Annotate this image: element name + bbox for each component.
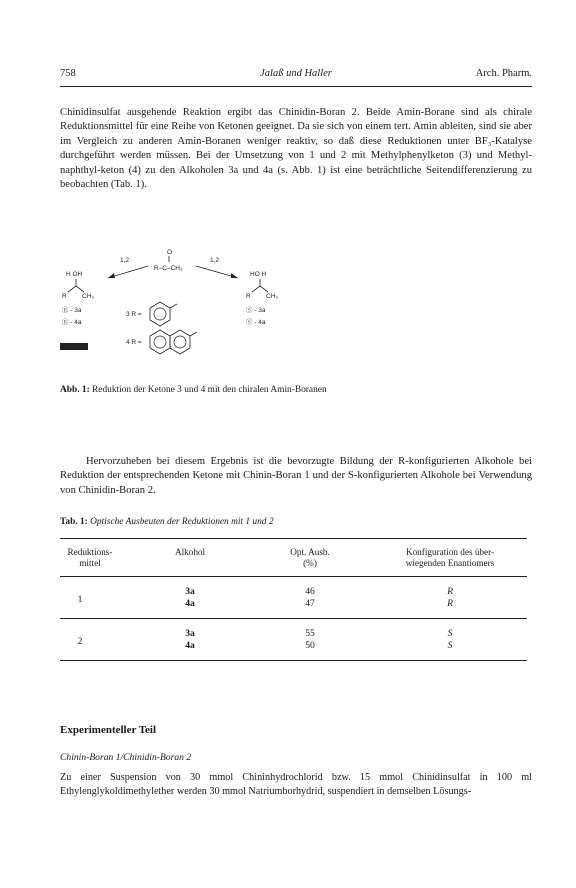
left-label-4a: Ⓡ - 4a (62, 319, 82, 326)
th-config-line2: wiegenden Enantiomers (405, 558, 495, 568)
th-yield-line1: Opt. Ausb. (290, 547, 330, 557)
phenyl-aromatic-circle (154, 308, 166, 320)
r3-label: 3 R = (126, 311, 142, 318)
th-config-line1: Konfiguration des über- (405, 547, 495, 557)
table-header-rule (60, 576, 527, 577)
subsection-heading: Chinin-Boran 1/Chinidin-Boran 2 (60, 752, 192, 763)
td-config-2a: S (447, 628, 453, 639)
paragraph-result: Hervorzuheben bei diesem Ergebnis ist die bevorzugte Bildung der R-konfigurierten Alkohole bei Reduktion der entsprechenden Ketone mit Chinin-Boran 1 und der S-konfigurierten Alkohole bei Verwendung von Chinidin-Boran 2. (60, 456, 532, 496)
td-agent-2: 2 (77, 636, 83, 647)
figure-caption-label: Abb. 1: (60, 385, 90, 395)
table-caption (60, 517, 532, 527)
naphthyl-circle-a (154, 336, 166, 348)
th-agent (60, 547, 120, 569)
header-rule (60, 86, 532, 87)
running-header (60, 68, 532, 84)
left-r: R (62, 293, 67, 300)
arrow-left-head (108, 273, 115, 278)
td-alcohol-1a: 3a (185, 586, 195, 597)
right-ch3: CH₃ (266, 293, 279, 300)
scheme-drawing (60, 240, 340, 360)
ketone-formula: R–C–CH₃ (154, 265, 183, 272)
table-caption-label: Tab. 1: (60, 517, 88, 527)
right-bond-me (260, 286, 268, 292)
left-label-3a: Ⓡ - 3a (62, 307, 82, 314)
right-label-3a: Ⓢ - 3a (246, 307, 266, 314)
th-yield-line2: (%) (303, 558, 317, 568)
left-bond-me (76, 286, 84, 292)
paragraph-intro: Chinidinsulfat ausgehende Reaktion ergibt das Chinidin-Boran 2. Beide Amin-Borane sind als chirale Reduktionsmittel für eine Reihe von Ketonen geeignet. Da sie sich von einem tert. Amin ableiten, sind sie aber im Vergleich zu anderen Amin-Boranen weniger reaktiv, so daß diese Reduktionen unter BF₃-Katalyse durchgeführt werden müssen. Bei der Umsetzung von 1 und 2 mit Methylphenylketon (3) und Methyl-naphthyl-keton (4) zu den Alkoholen 3a und 4a (s. Abb. 1) ist eine beträchtliche Seitendifferenzierung zu beobachten (Tab. 1). (60, 107, 532, 191)
section-heading: Experimenteller Teil (60, 724, 157, 736)
figure-caption (60, 385, 532, 395)
phenyl-bond (170, 304, 177, 308)
arrow-left-label: 1,2 (120, 257, 130, 264)
left-h-oh: H OH (66, 271, 83, 278)
journal-name: Arch. Pharm. (475, 68, 532, 79)
td-alcohol-2a: 3a (185, 628, 195, 639)
naphthyl-ring-a-icon (150, 330, 170, 354)
td-alcohol-1b: 4a (185, 598, 195, 609)
naphthyl-circle-b (174, 336, 186, 348)
td-agent-1: 1 (77, 594, 83, 605)
th-config (375, 547, 525, 569)
td-yield-2a: 55 (305, 628, 315, 639)
table-caption-text: Optische Ausbeuten der Reduktionen mit 1 und 2 (87, 517, 274, 527)
right-r: R (246, 293, 251, 300)
td-yield-2b: 50 (305, 640, 315, 651)
paragraph-experimental: Zu einer Suspension von 30 mmol Chininhydrochlorid bzw. 15 mmol Chinidinsulfat in 100 ml Ethylenglykoldimethylether werden 30 mmol Natriumborhydrid, suspendiert in demselben Lösungs- (60, 772, 532, 797)
right-label-4a: Ⓢ - 4a (246, 319, 266, 326)
th-alcohol: Alkohol (174, 547, 206, 557)
table-top-rule (60, 538, 527, 539)
naphthyl-ring-b-icon (170, 330, 190, 354)
right-bond-r (252, 286, 260, 292)
td-config-2b: S (447, 640, 453, 651)
th-agent-line2: mittel (79, 558, 101, 568)
figure-caption-text: Reduktion der Ketone 3 und 4 mit den chiralen Amin-Boranen (89, 385, 327, 395)
running-authors: Jalaß und Haller (260, 68, 332, 79)
table-group-rule (60, 618, 527, 619)
table-bottom-rule (60, 660, 527, 661)
page-number: 758 (60, 68, 76, 79)
right-ho-h: HO H (250, 271, 267, 278)
left-bond-r (68, 286, 76, 292)
td-config-1a: R (447, 586, 453, 597)
td-config-1b: R (447, 598, 453, 609)
td-yield-1a: 46 (305, 586, 315, 597)
arrow-right-label: 1,2 (210, 257, 220, 264)
th-yield (265, 547, 355, 569)
th-agent-line1: Reduktions- (67, 547, 113, 557)
reaction-scheme (60, 240, 340, 360)
ketone-oxygen: O (167, 249, 173, 256)
arrow-right-head (231, 273, 238, 278)
phenyl-ring-icon (150, 302, 170, 326)
r4-label: 4 R = (126, 339, 142, 346)
td-yield-1b: 47 (305, 598, 315, 609)
figure-stamp (60, 343, 88, 350)
left-ch3: CH₃ (82, 293, 95, 300)
naphthyl-bond (190, 332, 197, 336)
td-alcohol-2b: 4a (185, 640, 195, 651)
